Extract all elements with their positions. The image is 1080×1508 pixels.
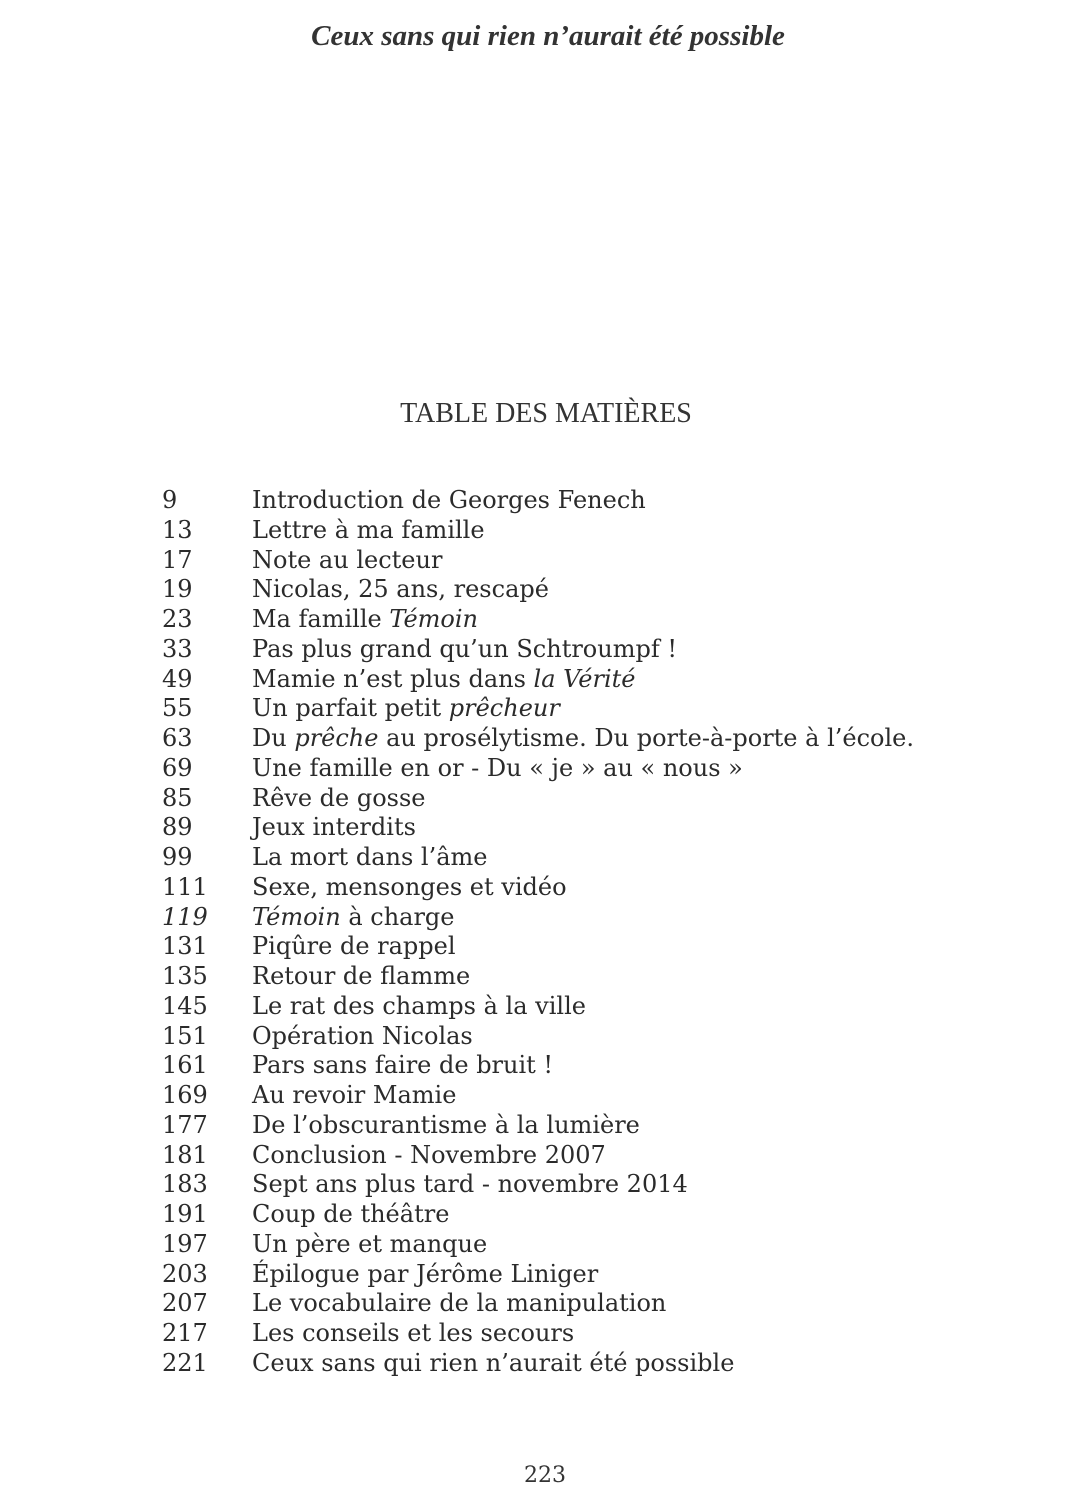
toc-entry-title <box>252 1200 449 1230</box>
toc-entry-title <box>252 724 914 754</box>
toc-entry-text: Retour de flamme <box>252 962 471 990</box>
toc-entry <box>162 1081 1022 1111</box>
toc-entry-title <box>252 1260 598 1290</box>
toc-entry <box>162 932 1022 962</box>
toc-entry <box>162 724 1022 754</box>
toc-entry-text: De l’obscurantisme à la lumière <box>252 1110 640 1139</box>
toc-entry-title <box>252 1111 640 1141</box>
toc-page-number: 33 <box>162 634 193 663</box>
toc-entry-text: Coup de théâtre <box>252 1200 450 1228</box>
toc-entry-text: Pas plus grand qu’un Schtroumpf ! <box>252 634 677 663</box>
toc-entry-title <box>252 1051 553 1081</box>
toc-entry-title <box>252 932 456 962</box>
toc-entry <box>162 546 1022 576</box>
toc-entry <box>162 1051 1022 1081</box>
toc-entry <box>162 1349 1022 1379</box>
toc-entry <box>162 605 1022 635</box>
toc-entry-title <box>252 516 485 546</box>
toc-entry-title <box>252 784 426 814</box>
toc-entry <box>162 486 1022 516</box>
toc-entry <box>162 962 1022 992</box>
toc-entry <box>162 575 1022 605</box>
toc-entry <box>162 784 1022 814</box>
toc-entry-title <box>252 1349 734 1379</box>
toc-title: TABLE DES MATIÈRES <box>400 398 692 429</box>
toc-entry-title <box>252 546 442 576</box>
toc-entry-text: Mamie n’est plus dans <box>252 664 534 693</box>
toc-entry-text: Piqûre de rappel <box>252 932 456 961</box>
toc-page-number: 69 <box>162 753 193 782</box>
toc-entry <box>162 843 1022 873</box>
toc-entry-text: Le rat des champs à la ville <box>252 991 586 1020</box>
toc-entry-title <box>252 873 567 903</box>
toc-page-number: 23 <box>162 605 193 633</box>
toc-entry-text: Introduction de Georges Fenech <box>252 486 646 514</box>
toc-entry <box>162 1200 1022 1230</box>
toc-page-number: 197 <box>162 1229 208 1258</box>
toc-page-number: 217 <box>162 1319 208 1347</box>
toc-entry-title <box>252 843 487 873</box>
toc-entry <box>162 1319 1022 1349</box>
toc-entry-text: Rêve de gosse <box>252 783 426 812</box>
toc-entry-title <box>252 605 478 635</box>
toc-page-number: 99 <box>162 843 193 871</box>
toc-entry <box>162 1170 1022 1200</box>
toc-entry-text: Opération Nicolas <box>252 1021 473 1050</box>
toc-entry-text: Note au lecteur <box>252 545 443 574</box>
toc-entry <box>162 903 1022 933</box>
toc-entry-title <box>252 813 416 843</box>
toc-entry-title <box>252 1289 666 1319</box>
toc-entry-title <box>252 992 586 1022</box>
toc-entry-title <box>252 575 549 605</box>
toc-page-number: 191 <box>162 1200 208 1228</box>
toc-entry <box>162 635 1022 665</box>
toc-entry-text: prêcheur <box>448 694 560 723</box>
toc-page-number: 169 <box>162 1081 208 1109</box>
toc-entry-text: Sept ans plus tard - novembre 2014 <box>252 1170 688 1199</box>
toc-entry-text: au prosélytisme. Du porte-à-porte à l’école. <box>378 724 914 752</box>
toc-page-number: 135 <box>162 962 208 990</box>
toc-entry-text: Une famille en or - Du « je » au « nous » <box>252 753 743 782</box>
toc-page-number: 183 <box>162 1170 208 1199</box>
toc-entry-text: Les conseils et les secours <box>252 1319 575 1347</box>
toc-entry-text: Témoin <box>252 902 341 931</box>
toc-entry <box>162 1260 1022 1290</box>
toc-page-number: 89 <box>162 813 193 842</box>
toc-entry-text: Conclusion - Novembre 2007 <box>252 1140 606 1169</box>
toc-entry-text: la Vérité <box>533 664 636 693</box>
toc-entry-text: Témoin <box>389 605 479 633</box>
toc-entry-text: Ma famille <box>252 605 390 633</box>
toc-page-number: 9 <box>162 486 178 514</box>
toc-entry-title <box>252 1081 456 1111</box>
toc-entry-text: Au revoir Mamie <box>252 1081 457 1109</box>
toc-page-number: 207 <box>162 1289 208 1318</box>
toc-entry-text: à charge <box>340 902 455 931</box>
toc-entry-title <box>252 1319 574 1349</box>
toc-entry-title <box>252 486 646 516</box>
toc-entry <box>162 665 1022 695</box>
toc-entry-title <box>252 665 636 695</box>
table-of-contents <box>162 486 1022 1379</box>
toc-entry-text: Épilogue par Jérôme Liniger <box>252 1259 599 1288</box>
toc-page-number: 177 <box>162 1110 208 1139</box>
toc-entry-title <box>252 1141 606 1171</box>
toc-page-number: 119 <box>162 902 208 931</box>
toc-entry-text: Sexe, mensonges et vidéo <box>252 872 567 901</box>
toc-entry <box>162 813 1022 843</box>
toc-entry-text: Du <box>252 724 295 752</box>
toc-page-number: 203 <box>162 1259 208 1288</box>
toc-entry-title <box>252 754 743 784</box>
toc-entry-title <box>252 962 470 992</box>
toc-page-number: 49 <box>162 664 193 693</box>
toc-page-number: 151 <box>162 1021 208 1050</box>
toc-entry-title <box>252 1022 473 1052</box>
toc-entry-title <box>252 1170 688 1200</box>
toc-entry <box>162 694 1022 724</box>
toc-entry-title <box>252 903 455 933</box>
toc-entry-text: Un parfait petit <box>252 694 449 723</box>
toc-page-number: 19 <box>162 575 193 604</box>
toc-page-number: 161 <box>162 1051 208 1080</box>
toc-page-number: 131 <box>162 932 208 961</box>
toc-page-number: 221 <box>162 1348 208 1377</box>
toc-page-number: 181 <box>162 1140 208 1169</box>
toc-entry <box>162 1230 1022 1260</box>
toc-page-number: 85 <box>162 783 193 812</box>
running-head: Ceux sans qui rien n’aurait été possible <box>311 20 785 52</box>
toc-entry <box>162 516 1022 546</box>
toc-entry-title <box>252 1230 487 1260</box>
toc-page-number: 55 <box>162 694 193 723</box>
toc-entry-text: Pars sans faire de bruit ! <box>252 1051 554 1080</box>
toc-entry <box>162 754 1022 784</box>
toc-entry-text: Jeux interdits <box>252 813 416 842</box>
toc-entry <box>162 1141 1022 1171</box>
toc-entry-text: Ceux sans qui rien n’aurait été possible <box>252 1348 735 1377</box>
toc-entry-text: Un père et manque <box>252 1229 488 1258</box>
toc-entry-text: Lettre à ma famille <box>252 515 485 544</box>
toc-entry-title <box>252 694 560 724</box>
toc-entry <box>162 1022 1022 1052</box>
toc-entry-text: Nicolas, 25 ans, rescapé <box>252 575 549 604</box>
toc-entry-text: prêche <box>294 724 379 752</box>
toc-entry-text: La mort dans l’âme <box>252 843 488 871</box>
toc-entry-title <box>252 635 677 665</box>
toc-entry <box>162 1111 1022 1141</box>
toc-page-number: 63 <box>162 724 193 752</box>
toc-entry <box>162 873 1022 903</box>
toc-entry <box>162 1289 1022 1319</box>
toc-page-number: 13 <box>162 515 193 544</box>
page-number: 223 <box>524 1463 566 1488</box>
toc-page-number: 111 <box>162 872 208 901</box>
toc-entry <box>162 992 1022 1022</box>
toc-page-number: 17 <box>162 545 193 574</box>
toc-entry-text: Le vocabulaire de la manipulation <box>252 1289 667 1318</box>
toc-page-number: 145 <box>162 991 208 1020</box>
